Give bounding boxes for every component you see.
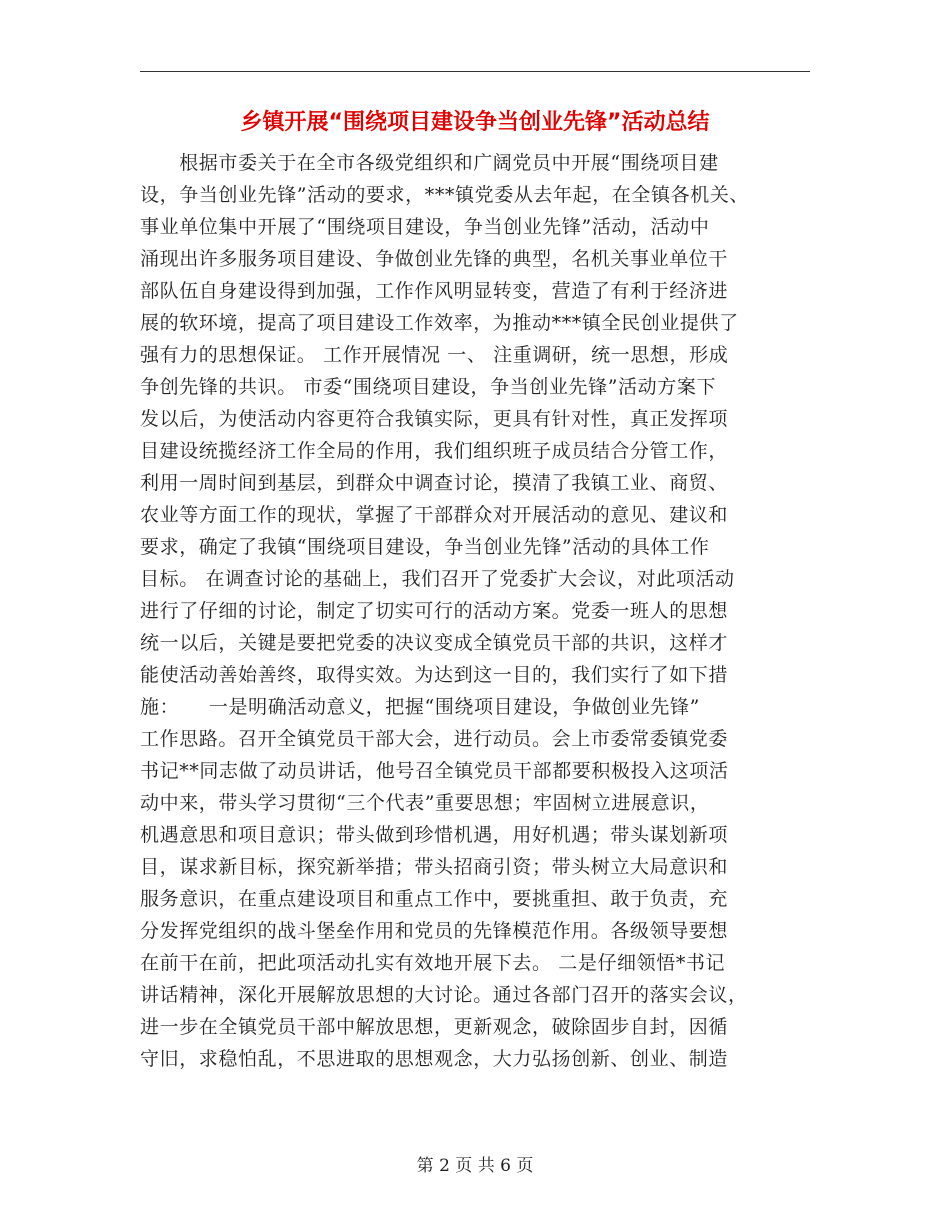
- body-line: 服务意识，在重点建设项目和重点工作中，要挑重担、敢于负责，充: [140, 888, 729, 910]
- body-line: 机遇意思和项目意识；带头做到珍惜机遇，用好机遇；带头谋划新项: [140, 824, 729, 846]
- body-line: 利用一周时间到基层，到群众中调查讨论，摸清了我镇工业、商贸、: [140, 472, 729, 494]
- body-line: 设，争当创业先锋”活动的要求，***镇党委从去年起，在全镇各机关、: [140, 184, 750, 206]
- body-line: 书记**同志做了动员讲话，他号召全镇党员干部都要积极投入这项活: [140, 760, 729, 782]
- header-rule: [140, 71, 810, 72]
- body-line: 在前干在前，把此项活动扎实有效地开展下去。 二是仔细领悟*书记: [140, 952, 726, 974]
- body-line: 目，谋求新目标，探究新举措；带头招商引资；带头树立大局意识和: [140, 856, 729, 878]
- body-line: 动中来，带头学习贯彻“三个代表”重要思想；牢固树立进展意识，: [140, 792, 710, 814]
- body-line: 进行了仔细的讨论，制定了切实可行的活动方案。党委一班人的思想: [140, 600, 729, 622]
- body-line: 农业等方面工作的现状，掌握了干部群众对开展活动的意见、建议和: [140, 504, 729, 526]
- body-line: 强有力的思想保证。 工作开展情况 一、 注重调研，统一思想，形成: [140, 344, 729, 366]
- body-line: 争创先锋的共识。 市委“围绕项目建设，争当创业先锋”活动方案下: [140, 376, 717, 398]
- page-footer: 第 2 页 共 6 页: [416, 1156, 534, 1176]
- body-text: [140, 147, 812, 1075]
- body-line: 涌现出许多服务项目建设、争做创业先锋的典型，名机关事业单位干: [140, 248, 729, 270]
- document-title: 乡镇开展“围绕项目建设争当创业先锋”活动总结: [240, 110, 710, 135]
- body-line: 展的软环境，提高了项目建设工作效率，为推动***镇全民创业提供了: [140, 312, 739, 334]
- body-line: 要求，确定了我镇“围绕项目建设，争当创业先锋”活动的具体工作: [140, 536, 710, 558]
- body-line: 进一步在全镇党员干部中解放思想，更新观念，破除固步自封，因循: [140, 1016, 729, 1038]
- body-line: 守旧，求稳怕乱，不思进取的思想观念，大力弘扬创新、创业、制造: [140, 1048, 729, 1070]
- body-line: 根据市委关于在全市各级党组织和广阔党员中开展“围绕项目建: [140, 152, 719, 174]
- body-line: 目建设统揽经济工作全局的作用，我们组织班子成员结合分管工作，: [140, 440, 729, 462]
- body-line: 施： 一是明确活动意义，把握“围绕项目建设，争做创业先锋”: [140, 696, 700, 718]
- body-line: 分发挥党组织的战斗堡垒作用和党员的先锋模范作用。各级领导要想: [140, 920, 729, 942]
- body-line: 讲话精神，深化开展解放思想的大讨论。通过各部门召开的落实会议，: [140, 984, 748, 1006]
- body-line: 统一以后，关键是要把党委的决议变成全镇党员干部的共识，这样才: [140, 632, 729, 654]
- body-line: 能使活动善始善终，取得实效。为达到这一目的，我们实行了如下措: [140, 664, 729, 686]
- body-line: 目标。 在调查讨论的基础上，我们召开了党委扩大会议，对此项活动: [140, 568, 735, 590]
- body-line: 事业单位集中开展了“围绕项目建设，争当创业先锋”活动，活动中: [140, 216, 710, 238]
- body-line: 工作思路。召开全镇党员干部大会，进行动员。会上市委常委镇党委: [140, 728, 729, 750]
- body-line: 发以后，为使活动内容更符合我镇实际，更具有针对性，真正发挥项: [140, 408, 729, 430]
- body-line: 部队伍自身建设得到加强，工作作风明显转变，营造了有利于经济进: [140, 280, 729, 302]
